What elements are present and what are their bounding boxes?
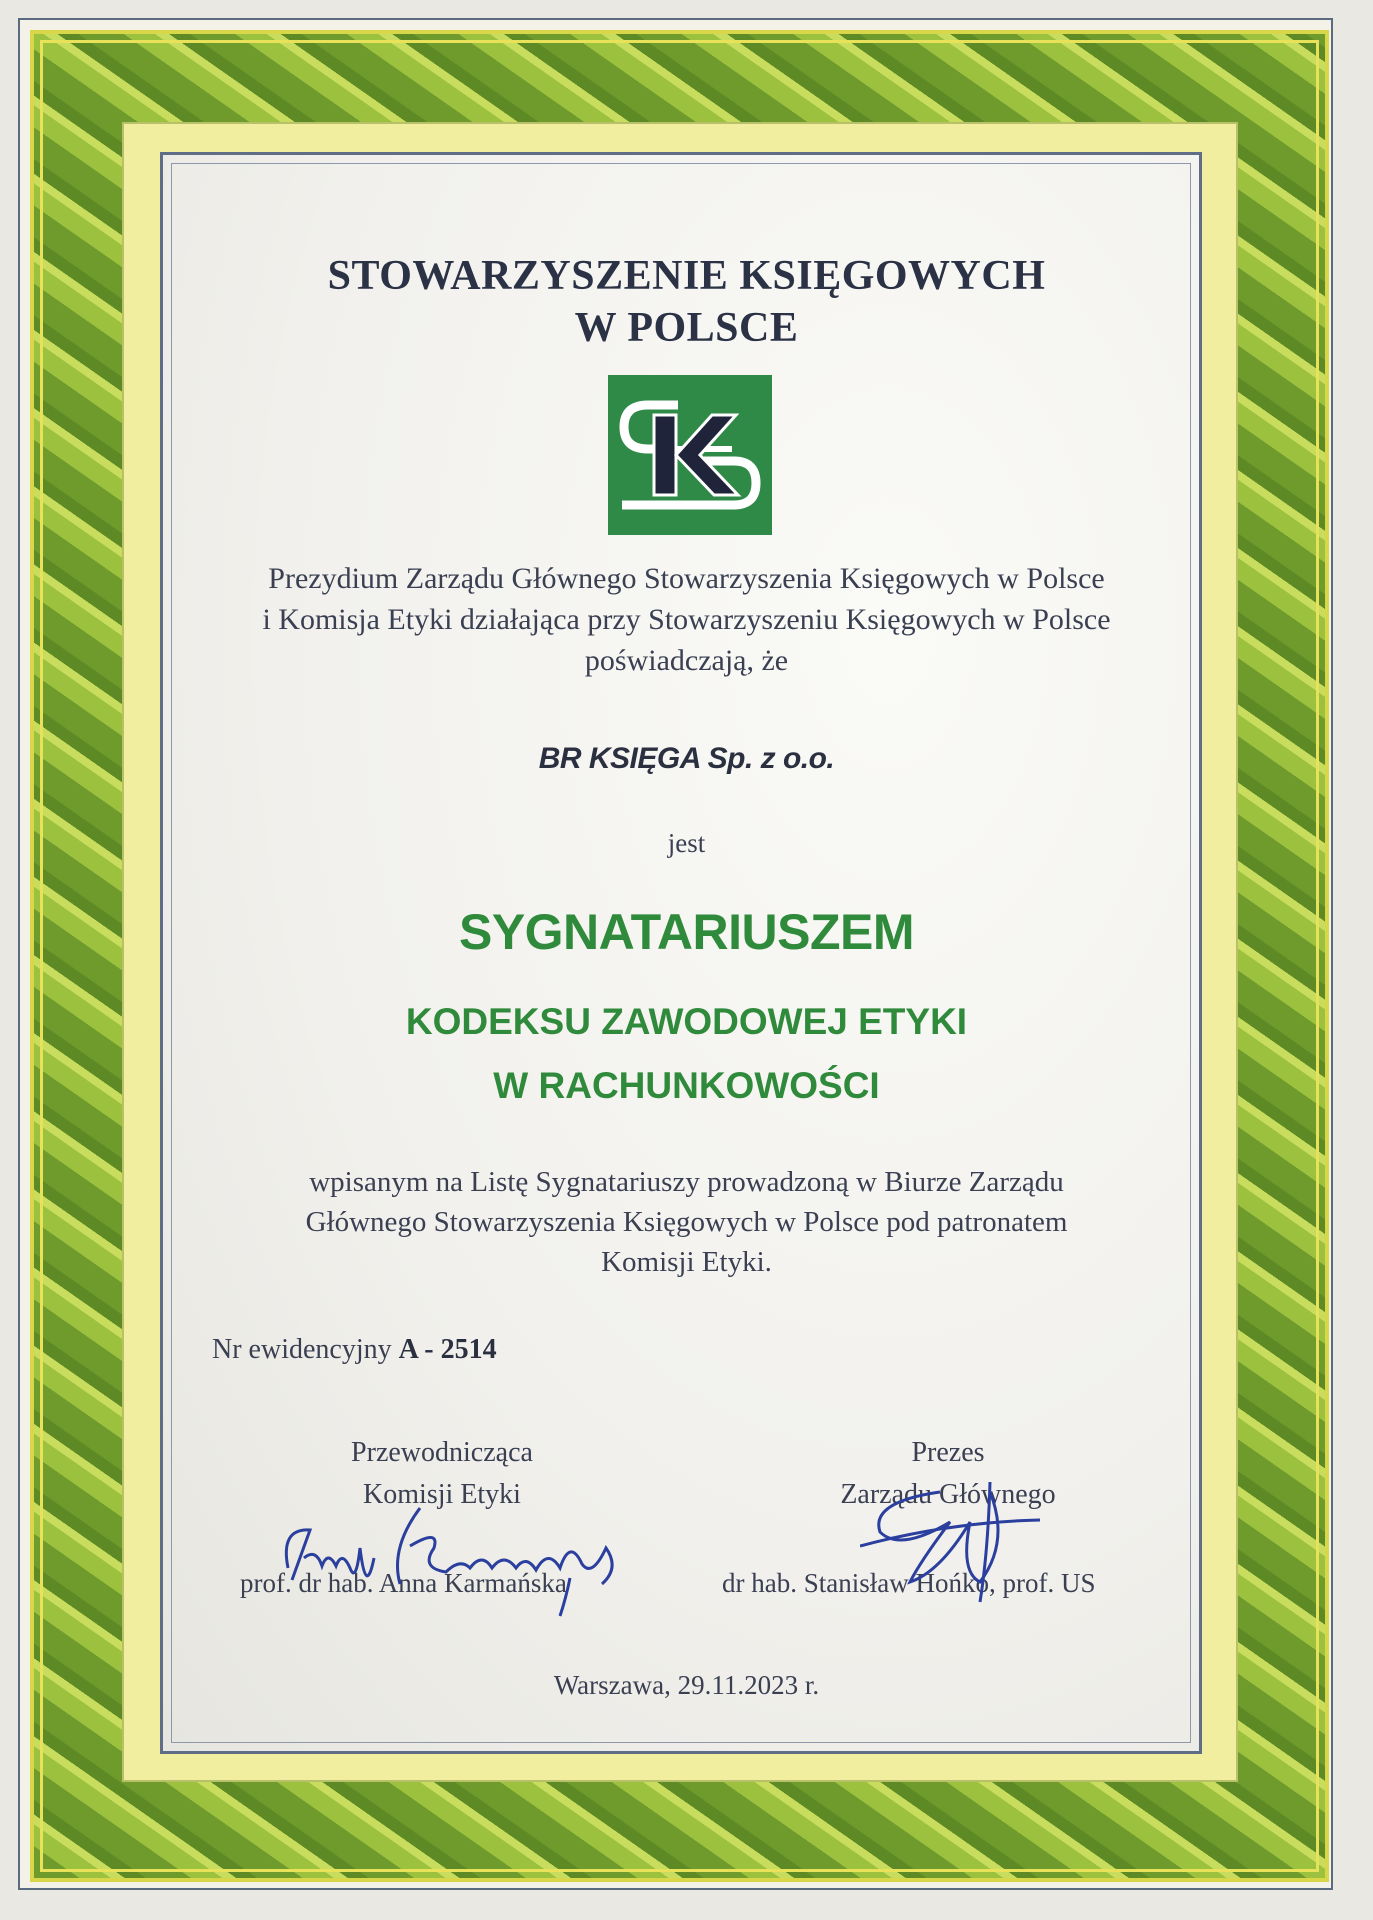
signatory-left-role: [232, 1432, 652, 1516]
signatory-left-name: prof. dr hab. Anna Karmańska: [240, 1568, 567, 1598]
description-line2: Głównego Stowarzyszenia Księgowych w Polsce pod patronatem: [305, 1206, 1068, 1238]
intro-text: [0, 558, 1373, 681]
registration-label: Nr ewidencyjny: [212, 1334, 392, 1365]
signatory-right-role2: Zarządu Głównego: [840, 1479, 1056, 1510]
jest-word: jest: [667, 828, 706, 858]
signatory-right-name: dr hab. Stanisław Hońko, prof. US: [722, 1568, 1096, 1598]
description-line1: wpisanym na Listę Sygnatariuszy prowadzoną w Biurze Zarządu: [309, 1166, 1064, 1198]
registration-value: A - 2514: [398, 1334, 497, 1365]
signatory-right-role: [778, 1432, 1118, 1516]
intro-line3: poświadczają, że: [584, 644, 789, 677]
signatory-left-role1: Przewodnicząca: [351, 1437, 533, 1468]
intro-line2: i Komisja Etyki działająca przy Stowarzyszeniu Księgowych w Polsce: [262, 603, 1111, 636]
organization-title-line1: STOWARZYSZENIE KSIĘGOWYCH: [327, 253, 1046, 299]
description-text: [0, 1162, 1373, 1282]
signatory-right-role1: Prezes: [911, 1437, 985, 1468]
registration-number: [212, 1334, 497, 1366]
sk-logo-icon: [608, 375, 772, 535]
sk-logo: [608, 375, 772, 535]
subtitle-line1: KODEKSU ZAWODOWEJ ETYKI: [405, 1001, 968, 1042]
company-name: BR KSIĘGA Sp. z o.o.: [538, 742, 835, 775]
issue-date: Warszawa, 29.11.2023 r.: [553, 1670, 820, 1700]
subtitle-line2: W RACHUNKOWOŚCI: [493, 1065, 880, 1106]
organization-title: [0, 250, 1373, 354]
signatory-left-role2: Komisji Etyki: [363, 1479, 521, 1510]
intro-line1: Prezydium Zarządu Głównego Stowarzyszenia Księgowych w Polsce: [268, 562, 1105, 595]
description-line3: Komisji Etyki.: [601, 1246, 772, 1278]
certificate-title: SYGNATARIUSZEM: [458, 904, 915, 960]
organization-title-line2: W POLSCE: [574, 305, 799, 351]
certificate-subtitle: [0, 990, 1373, 1118]
